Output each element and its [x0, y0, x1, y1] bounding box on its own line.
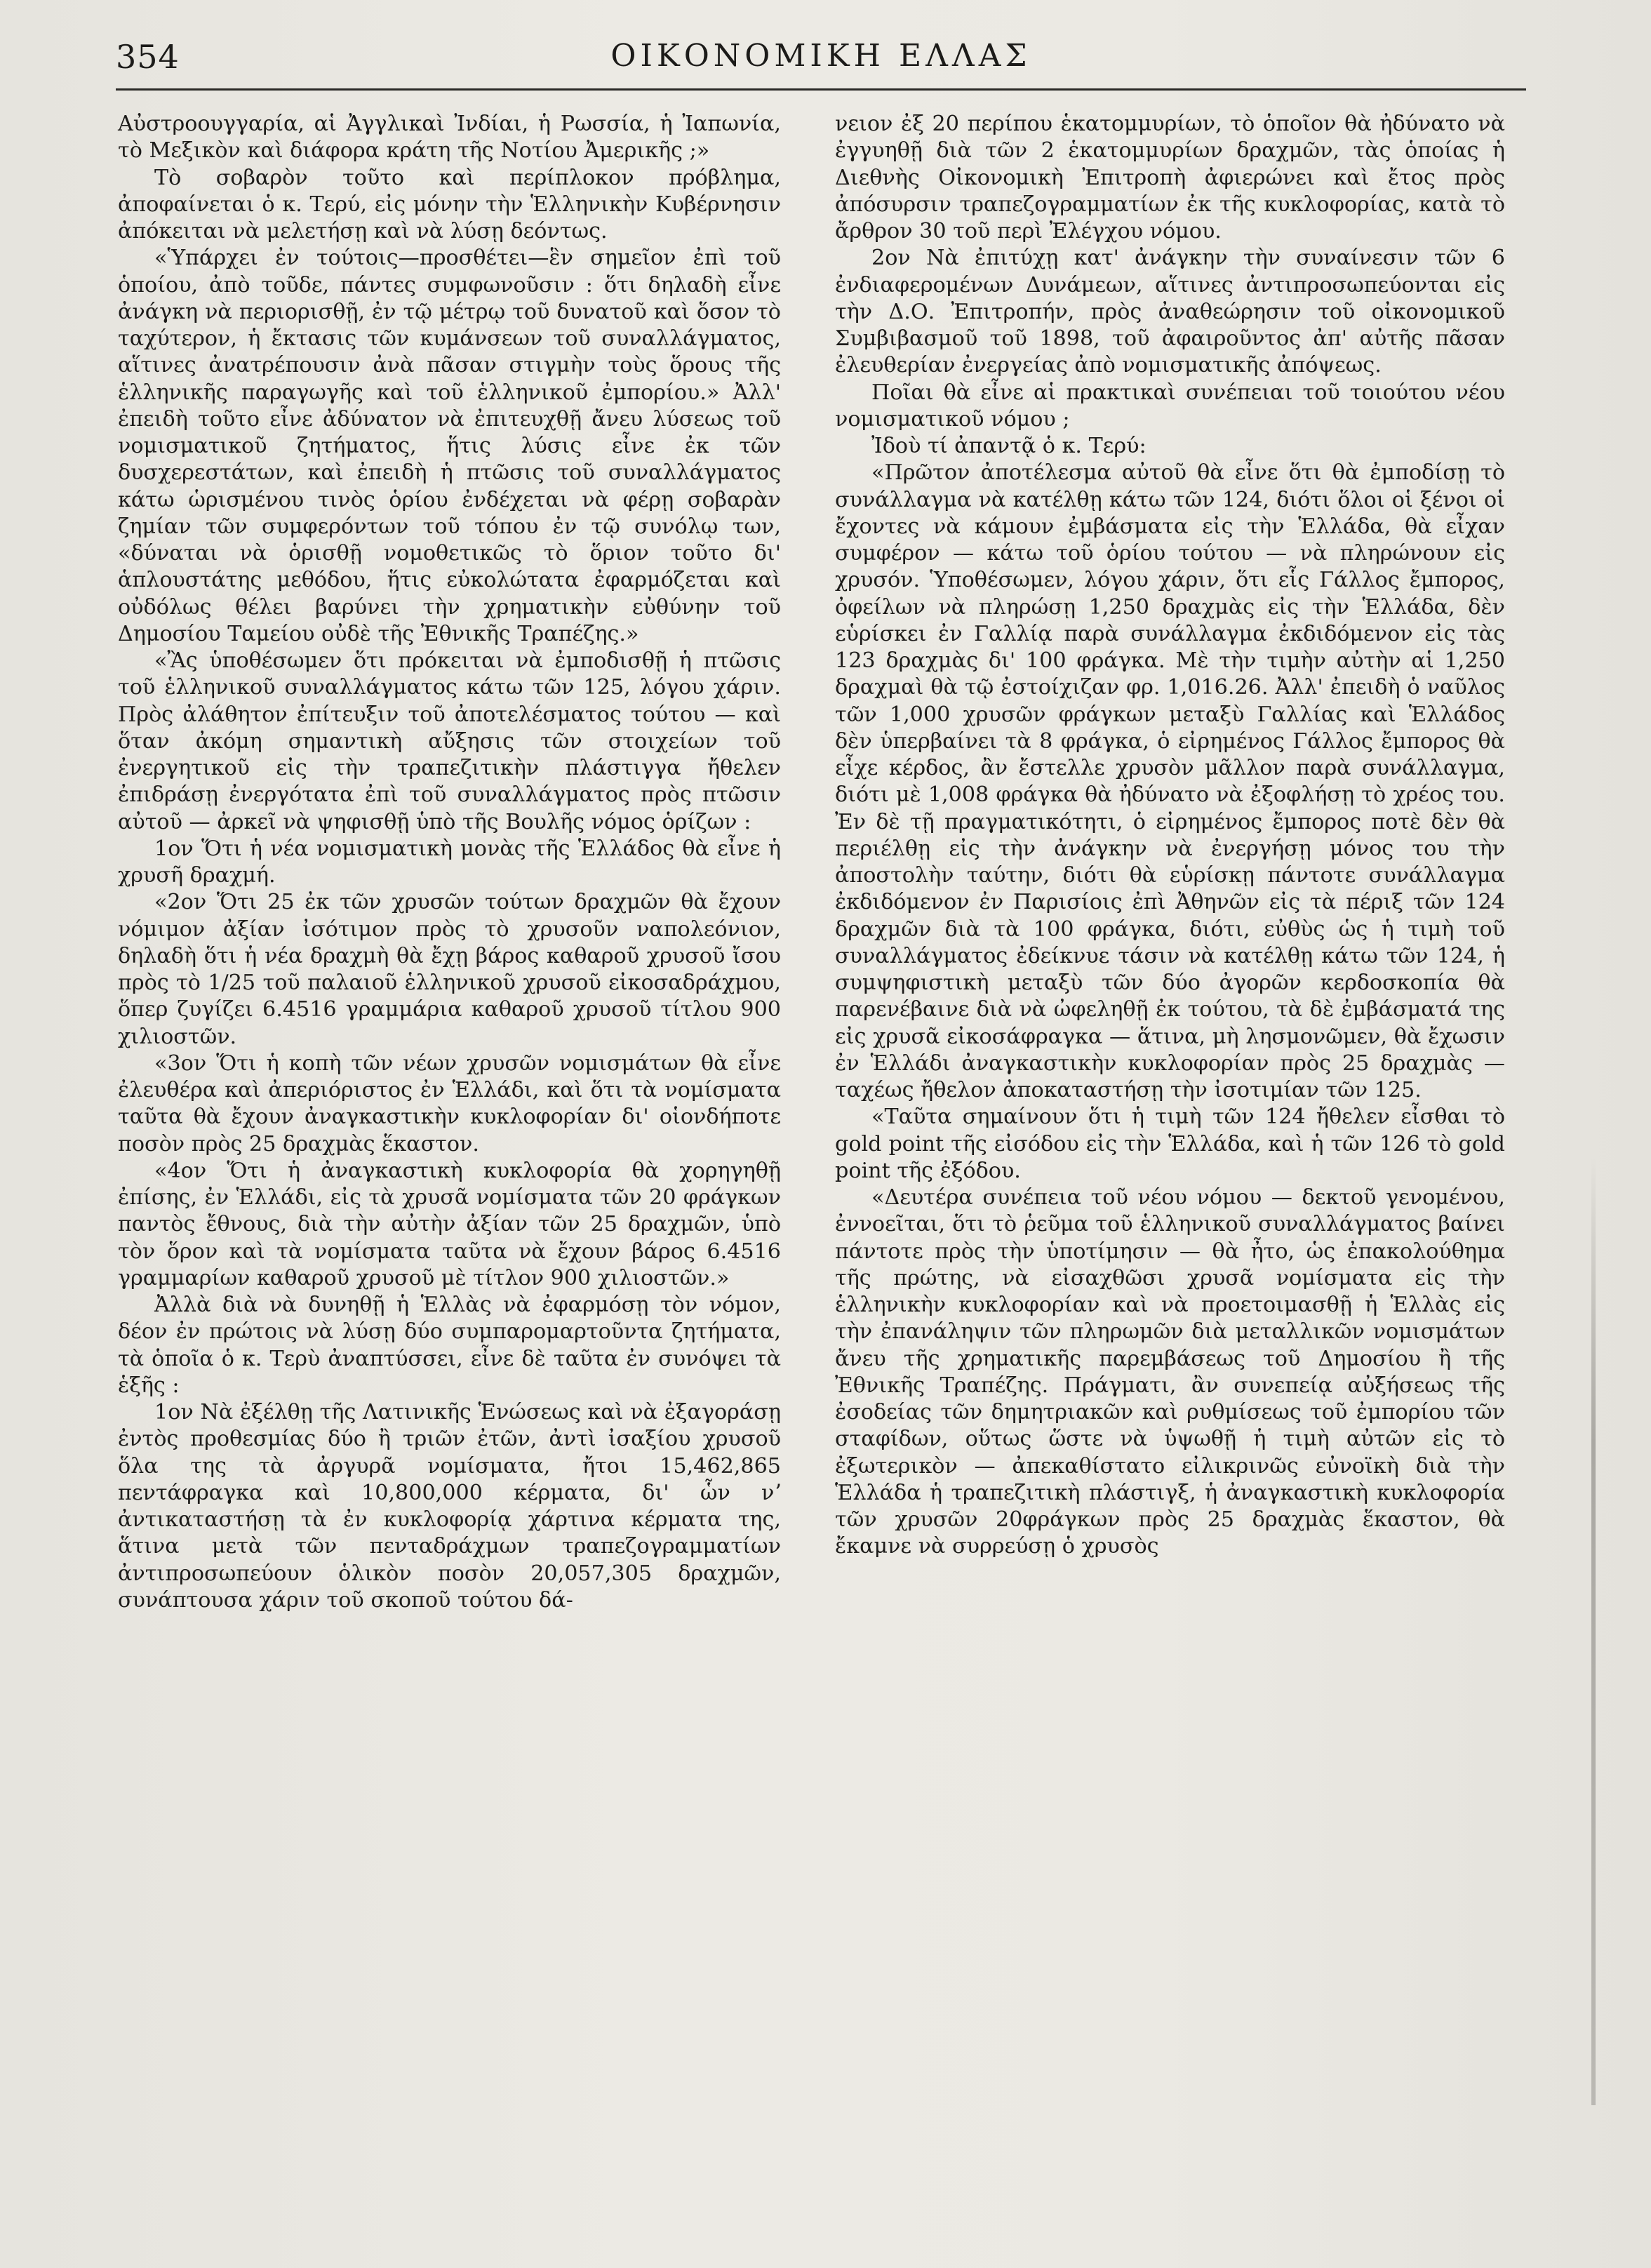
journal-title: ΟΙΚΟΝΟΜΙΚΗ ΕΛΛΑΣ — [610, 38, 1031, 74]
paragraph: «Ἂς ὑποθέσωμεν ὅτι πρόκειται νὰ ἐμποδισθῇ ἡ πτῶσις τοῦ ἑλληνικοῦ συναλλάγματος κάτω τῶν 125, λόγου χάριν. Πρὸς ἀλάθητον ἐπίτευξιν τοῦ ἀποτελέσματος τούτου — καὶ ὅταν ἀκόμη σημαντικὴ αὔξησις τῶν στοιχείων τοῦ ἐνεργητικοῦ εἰς τὴν τραπεζιτικὴν πλάστιγγα ἤθελεν ἐπιδράσῃ ἐνεργότατα ἐπὶ τοῦ συναλλάγματος πρὸς πτῶσιν αὐτοῦ — ἀρκεῖ νὰ ψηφισθῇ ὑπὸ τῆς Βουλῆς νόμος ὁρίζων : — [118, 648, 781, 834]
paragraph: «3ον Ὅτι ἡ κοπὴ τῶν νέων χρυσῶν νομισμάτων θὰ εἶνε ἐλευθέρα καὶ ἀπεριόριστος ἐν Ἑλλάδι, καὶ ὅτι τὰ νομίσματα ταῦτα θὰ ἔχουν ἀναγκαστικὴν κυκλοφορίαν δι' οἱονδήποτε ποσὸν πρὸς 25 δραχμὰς ἕκαστον. — [118, 1050, 781, 1156]
paragraph: Αὐστροουγγαρία, αἱ Ἀγγλικαὶ Ἰνδίαι, ἡ Ρωσσία, ἡ Ἰαπωνία, τὸ Μεξικὸν καὶ διάφορα κράτη τῆς Νοτίου Ἀμερικῆς ;» — [118, 112, 781, 164]
paragraph: Ἀλλὰ διὰ νὰ δυνηθῇ ἡ Ἑλλὰς νὰ ἐφαρμόσῃ τὸν νόμον, δέον ἐν πρώτοις νὰ λύσῃ δύο συμπαρομαρτοῦντα ζητήματα, τὰ ὁποῖα ὁ κ. Τερὺ ἀναπτύσσει, εἶνε δὲ ταῦτα ἐν συνόψει τὰ ἑξῆς : — [118, 1293, 781, 1398]
header-rule — [116, 88, 1526, 91]
left-column — [118, 111, 781, 1614]
right-column — [835, 111, 1505, 1561]
paragraph: 1ον Νὰ ἐξέλθῃ τῆς Λατινικῆς Ἑνώσεως καὶ νὰ ἐξαγοράσῃ ἐντὸς προθεσμίας δύο ἢ τριῶν ἐτῶν, ἀντὶ ἰσαξίου χρυσοῦ ὅλα της τὰ ἀργυρᾶ νομίσματα, ἤτοι 15,462,865 πεντάφραγκα καὶ 10,800,000 κέρματα, δι' ὧν νʼ ἀντικαταστήσῃ τὰ ἐν κυκλοφορίᾳ χάρτινα κέρματα της, ἅτινα μετὰ τῶν πενταδράχμων τραπεζογραμματίων ἀντιπροσωπεύουν ὁλικὸν ποσὸν 20,057,305 δραχμῶν, συνάπτουσα χάριν τοῦ σκοποῦ τούτου δά- — [118, 1400, 781, 1613]
paragraph: νειον ἐξ 20 περίπου ἑκατομμυρίων, τὸ ὁποῖον θὰ ἠδύνατο νὰ ἐγγυηθῇ διὰ τῶν 2 ἑκατομμυρίων δραχμῶν, τὰς ὁποίας ἡ Διεθνὴς Οἰκονομικὴ Ἐπιτροπὴ ἀφιερώνει καὶ ἔτος πρὸς ἀπόσυρσιν τραπεζογραμματίων ἐκ τῆς κυκλοφορίας, κατὰ τὸ ἄρθρον 30 τοῦ περὶ Ἐλέγχου νόμου. — [835, 112, 1505, 244]
running-head — [116, 31, 1526, 101]
paragraph: «Δευτέρα συνέπεια τοῦ νέου νόμου — δεκτοῦ γενομένου, ἐννοεῖται, ὅτι τὸ ῥεῦμα τοῦ ἑλληνικοῦ συναλλάγματος βαίνει πάντοτε πρὸς τὴν ὑποτίμησιν — θὰ ἦτο, ὡς ἐπακολούθημα τῆς πρώτης, νὰ εἰσαχθῶσι χρυσᾶ νομίσματα εἰς τὴν ἑλληνικὴν κυκλοφορίαν καὶ νὰ προετοιμασθῇ ἡ Ἑλλὰς εἰς τὴν ἐπανάληψιν τῶν πληρωμῶν διὰ μεταλλικῶν νομισμάτων ἄνευ τῆς χρηματικῆς παρεμβάσεως τοῦ Δημοσίου ἢ τῆς Ἐθνικῆς Τραπέζης. Πράγματι, ἂν συνεπείᾳ αὐξήσεως τῆς ἐσοδείας τῶν δημητριακῶν καὶ ρυθμίσεως τοῦ ἐμπορίου τῶν σταφίδων, οὕτως ὥστε νὰ ὑψωθῇ ἡ τιμὴ αὐτῶν εἰς τὸ ἐξωτερικὸν — ἀπεκαθίστατο εἰλικρινῶς εὐνοϊκὴ διὰ τὴν Ἑλλάδα ἡ τραπεζιτικὴ πλάστιγξ, ἡ ἀναγκαστικὴ κυκλοφορία τῶν χρυσῶν 20φράγκων πρὸς 25 δραχμὰς ἕκαστον, θὰ ἔκαμνε νὰ συρρεύσῃ ὁ χρυσὸς — [835, 1185, 1505, 1559]
page-number: 354 — [116, 38, 180, 76]
paragraph: «2ον Ὅτι 25 ἐκ τῶν χρυσῶν τούτων δραχμῶν θὰ ἔχουν νόμιμον ἀξίαν ἰσότιμον πρὸς τὸ χρυσοῦν ναπολεόνιον, δηλαδὴ ὅτι ἡ νέα δραχμὴ θὰ ἔχῃ βάρος καθαροῦ χρυσοῦ ἴσου πρὸς τὸ 1/25 τοῦ παλαιοῦ ἑλληνικοῦ χρυσοῦ εἰκοσαδράχμου, ὅπερ ζυγίζει 6.4516 γραμμάρια καθαροῦ χρυσοῦ τίτλου 900 χιλιοστῶν. — [118, 890, 781, 1049]
paragraph: «4ον Ὅτι ἡ ἀναγκαστικὴ κυκλοφορία θὰ χορηγηθῇ ἐπίσης, ἐν Ἑλλάδι, εἰς τὰ χρυσᾶ νομίσματα τῶν 20 φράγκων παντὸς ἔθνους, διὰ τὴν αὐτὴν ἀξίαν τῶν 25 δραχμῶν, ὑπὸ τὸν ὅρον καὶ τὰ νομίσματα ταῦτα νὰ ἔχουν βάρος 6.4516 γραμμαρίων καθαροῦ χρυσοῦ μὲ τίτλον 900 χιλιοστῶν.» — [118, 1158, 781, 1290]
paragraph: 2ον Νὰ ἐπιτύχῃ κατ' ἀνάγκην τὴν συναίνεσιν τῶν 6 ἐνδιαφερομένων Δυνάμεων, αἵτινες ἀντιπροσωπεύονται εἰς τὴν Δ.Ο. Ἐπιτροπήν, πρὸς ἀναθεώρησιν τοῦ οἰκονομικοῦ Συμβιβασμοῦ τοῦ 1898, τοῦ ἀφαιροῦντος ἀπ' αὐτῆς πᾶσαν ἐλευθερίαν ἐνεργείας ἀπὸ νομισματικῆς ἀπόψεως. — [835, 246, 1505, 378]
paragraph: «Ὑπάρχει ἐν τούτοις—προσθέτει—ἓν σημεῖον ἐπὶ τοῦ ὁποίου, ἀπὸ τοῦδε, πάντες συμφωνοῦσιν : ὅτι δηλαδὴ εἶνε ἀνάγκη νὰ περιορισθῇ, ἐν τῷ μέτρῳ τοῦ δυνατοῦ καὶ ὅσον τὸ ταχύτερον, ἡ ἔκτασις τῶν κυμάνσεων τοῦ συναλλάγματος, αἵτινες ἀνατρέπουσιν ἀνὰ πᾶσαν στιγμὴν τοὺς ὅρους τῆς ἑλληνικῆς παραγωγῆς καὶ τοῦ ἑλληνικοῦ ἐμπορίου.» Ἀλλ' ἐπειδὴ τοῦτο εἶνε ἀδύνατον νὰ ἐπιτευχθῇ ἄνευ λύσεως τοῦ νομισματικοῦ ζητήματος, ἥτις λύσις εἶνε ἐκ τῶν δυσχερεστάτων, καὶ ἐπειδὴ ἡ πτῶσις τοῦ συναλλάγματος κάτω ὡρισμένου τινὸς ὁρίου ἐνδέχεται νὰ φέρῃ σοβαρὰν ζημίαν τῶν συμφερόντων τοῦ τόπου ἐν τῷ συνόλῳ των, «δύναται νὰ ὁρισθῇ νομοθετικῶς τὸ ὅριον τοῦτο δι' ἁπλουστάτης μεθόδου, ἥτις εὐκολώτατα ἐφαρμόζεται καὶ οὐδόλως θέλει βαρύνει τὴν χρηματικὴν εὐθύνην τοῦ Δημοσίου Ταμείου οὐδὲ τῆς Ἐθνικῆς Τραπέζης.» — [118, 246, 781, 646]
binding-shadow — [1591, 1158, 1596, 2105]
paragraph: «Ταῦτα σημαίνουν ὅτι ἡ τιμὴ τῶν 124 ἤθελεν εἶσθαι τὸ gold point τῆς εἰσόδου εἰς τὴν Ἑλλάδα, καὶ ἡ τῶν 126 τὸ gold point τῆς ἐξόδου. — [835, 1105, 1505, 1183]
paragraph: Τὸ σοβαρὸν τοῦτο καὶ περίπλοκον πρόβλημα, ἀποφαίνεται ὁ κ. Τερύ, εἰς μόνην τὴν Ἑλληνικὴν Κυβέρνησιν ἀπόκειται νὰ μελετήσῃ καὶ νὰ λύσῃ δεόντως. — [118, 165, 781, 244]
paragraph: Ποῖαι θὰ εἶνε αἱ πρακτικαὶ συνέπειαι τοῦ τοιούτου νέου νομισματικοῦ νόμου ; — [835, 380, 1505, 432]
paragraph: Ἰδοὺ τί ἀπαντᾷ ὁ κ. Τερύ: — [871, 434, 1147, 458]
paragraph: «Πρῶτον ἀποτέλεσμα αὐτοῦ θὰ εἶνε ὅτι θὰ ἐμποδίσῃ τὸ συνάλλαγμα νὰ κατέλθῃ κάτω τῶν 124, διότι ὅλοι οἱ ξένοι οἱ ἔχοντες νὰ κάμουν ἐμβάσματα εἰς τὴν Ἑλλάδα, θὰ εἶχαν συμφέρον — κάτω τοῦ ὁρίου τούτου — νὰ πληρώνουν εἰς χρυσόν. Ὑποθέσωμεν, λόγου χάριν, ὅτι εἷς Γάλλος ἔμπορος, ὀφείλων νὰ πληρώσῃ 1,250 δραχμὰς εἰς τὴν Ἑλλάδα, δὲν εὑρίσκει ἐν Γαλλίᾳ παρὰ συνάλλαγμα ἐκδιδόμενον εἰς τὰς 123 δραχμὰς δι' 100 φράγκα. Μὲ τὴν τιμὴν αὐτὴν αἱ 1,250 δραχμαὶ θὰ τῷ ἐστοίχιζαν φρ. 1,016.26. Ἀλλ' ἐπειδὴ ὁ ναῦλος τῶν 1,000 χρυσῶν φράγκων μεταξὺ Γαλλίας καὶ Ἑλλάδος δὲν ὑπερβαίνει τὰ 8 φράγκα, ὁ εἰρημένος Γάλλος ἔμπορος θὰ εἶχε κέρδος, ἂν ἔστελλε χρυσὸν μᾶλλον παρὰ συνάλλαγμα, διότι μὲ 1,008 φράγκα θὰ ἠδύνατο νὰ ἐξοφλήσῃ τὸ χρέος του. Ἐν δὲ τῇ πραγματικότητι, ὁ εἰρημένος ἔμπορος ποτὲ δὲν θὰ περιέλθῃ εἰς τὴν ἀνάγκην νὰ ἐνεργήσῃ μόνος του τὴν ἀποστολὴν ταύτην, διότι θὰ εὑρίσκῃ πάντοτε συνάλλαγμα ἐκδιδόμενον ἐν Παρισίοις ἐπὶ Ἀθηνῶν εἰς τὰ πέριξ τῶν 124 δραχμῶν διὰ τὰ 100 φράγκα, διότι, εὐθὺς ὡς ἡ τιμὴ τοῦ συναλλάγματος ἐδείκνυε τάσιν νὰ κατέλθῃ κάτω τῶν 124, ἡ συμψηφιστικὴ μεταξὺ τῶν δύο ἀγορῶν κερδοσκοπία θὰ παρενέβαινε διὰ νὰ ὠφεληθῇ ἐκ τούτου, τὰ δὲ ἐμβάσματά της εἰς χρυσᾶ εἰκοσάφραγκα — ἅτινα, μὴ λησμονῶμεν, θὰ ἔχωσιν ἐν Ἑλλάδι ἀναγκαστικὴν κυκλοφορίαν πρὸς 25 δραχμὰς — ταχέως ἤθελον ἀποκαταστήσῃ τὴν ἰσοτιμίαν τῶν 125. — [835, 460, 1505, 1102]
paragraph: 1ον Ὅτι ἡ νέα νομισματικὴ μονὰς τῆς Ἑλλάδος θὰ εἶνε ἡ χρυσῆ δραχμή. — [118, 836, 781, 888]
